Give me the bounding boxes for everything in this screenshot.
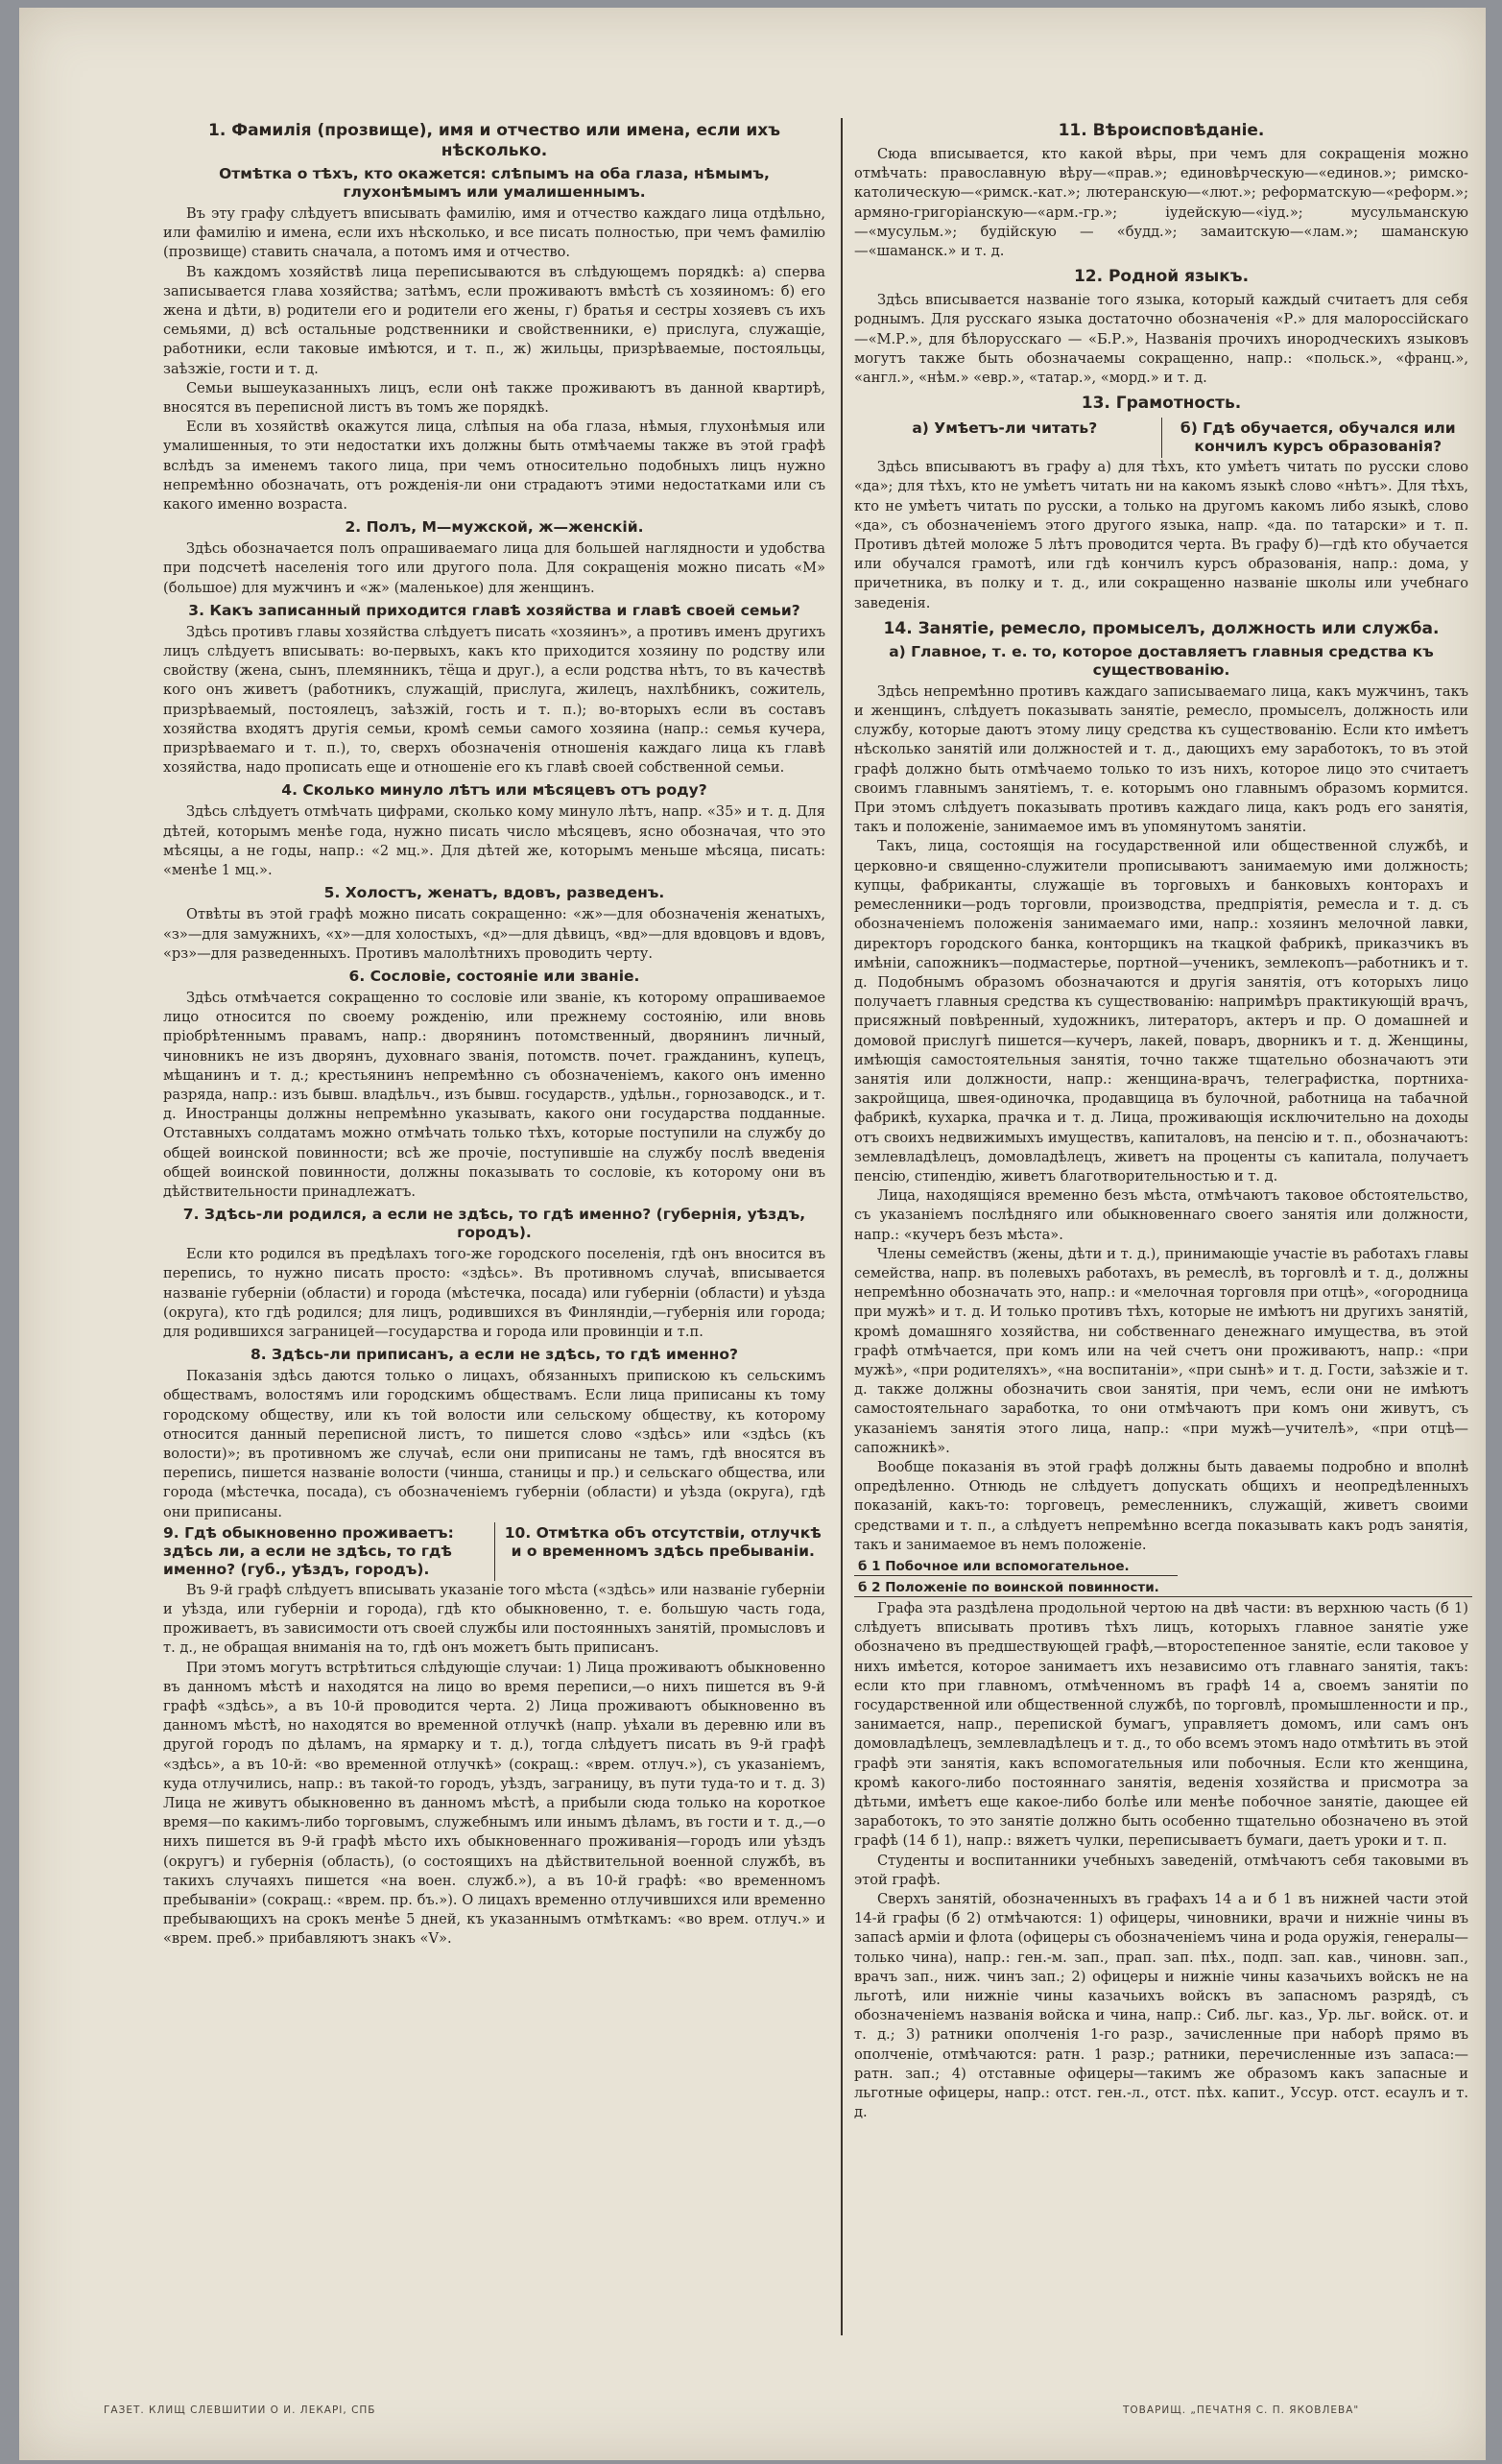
paragraph: Члены семействъ (жены, дѣти и т. д.), принимающіе участіе въ работахъ главы семейства, напр. въ полевыхъ работахъ, въ ремеслѣ, въ торговлѣ и т. д., должны непремѣнно обозначать это, напр.: и «мелочная торговля при отцѣ», «огородница при мужѣ» и т. д. И только противъ тѣхъ, которые не имѣютъ ни другихъ занятій, кромѣ домашняго хозяйства, ни собственнаго денежнаго имущества, въ этой графѣ отмѣчается, при комъ или на чей счетъ они проживаютъ, напр.: «при мужѣ», «при родителяхъ», «на воспитаніи», «при сынѣ» и т. д. Гости, заѣзжіе и т. д. также должны обозначить свои занятія, при чемъ, если они не имѣютъ самостоятельнаго заработка, то они отмѣчаютъ при комъ они живутъ, съ указаніемъ занятія этого лица, напр.: «при мужѣ—учителѣ», «при отцѣ—сапожникѣ». <box>854 1245 1468 1456</box>
paragraph: Вообще показанія въ этой графѣ должны быть даваемы подробно и вполнѣ опредѣленно. Отнюдь не слѣдуетъ допускать общихъ и неопредѣленныхъ показаній, какъ-то: торговецъ, ремесленникъ, служащій, живетъ своими средствами и т. п., а слѣдуетъ непремѣнно всегда показывать какъ родъ занятія, такъ и занимаемое въ немъ положеніе. <box>854 1458 1468 1553</box>
paragraph: Здѣсь слѣдуетъ отмѣчать цифрами, сколько кому минуло лѣтъ, напр. «35» и т. д. Для дѣтей, которымъ менѣе года, нужно писать число мѣсяцевъ, ясно обозначая, что это мѣсяцы, а не годы, напр.: «2 мц.». Для дѣтей же, которымъ меньше мѣсяца, писать: «менѣе 1 мц.». <box>163 803 825 879</box>
printer-imprint-left: ГАЗЕТ. КЛИЩ СЛЕВШИТИИ О И. ЛЕКАРІ, СПБ <box>104 2404 376 2416</box>
paragraph: Студенты и воспитанники учебныхъ заведеній, отмѣчаютъ себя таковыми въ этой графѣ. <box>854 1852 1468 1888</box>
paragraph: Здѣсь обозначается полъ опрашиваемаго лица для большей наглядности и удобства при подсчетѣ населенія того или другого пола. Для сокращенія можно писать «М» (большое) для мужчинъ и «ж» (маленькое) для женщинъ. <box>163 540 825 596</box>
section-13-columns <box>854 418 1468 458</box>
paragraph: Если въ хозяйствѣ окажутся лица, слѣпыя на оба глаза, нѣмыя, глухонѣмыя или умалишенныя, то эти недостатки ихъ должны быть отмѣчаемы также въ этой графѣ вслѣдъ за именемъ такого лица, при чемъ относительно подобныхъ лицъ нужно непремѣнно обозначать, отъ рожденія-ли они страдаютъ этими недостатками или съ какого именно возраста. <box>163 419 825 514</box>
section-11-title: 11. Вѣроисповѣданіе. <box>1058 121 1265 140</box>
paragraph: При этомъ могутъ встрѣтиться слѣдующіе случаи: 1) Лица проживаютъ обыкновенно въ данномъ мѣстѣ и находятся на лицо во время переписи,—о нихъ пишется въ 9-й графѣ «здѣсь», а въ 10-й проводится черта. 2) Лица проживаютъ обыкновенно въ данномъ мѣстѣ, но находятся во временной отлучкѣ (напр. уѣхали въ деревню или въ другой городъ по дѣламъ, на ярмарку и т. д.), тогда слѣдуетъ писать въ 9-й графѣ «здѣсь», а въ 10-й: «во временной отлучкѣ» (сокращ.: «врем. отлуч.»), съ указаніемъ, куда отлучились, напр.: въ такой-то городъ, уѣздъ, заграницу, въ пути туда-то и т. д. 3) Лица не живутъ обыкновенно въ данномъ мѣстѣ, а прибыли сюда только на короткое время—по какимъ-либо торговымъ, служебнымъ или инымъ дѣламъ, въ гости и т. д.,—о нихъ пишется въ 9-й графѣ мѣсто ихъ обыкновеннаго проживанія—городъ или уѣздъ (округъ) и губернія (область), (о состоящихъ на дѣйствительной военной службѣ, въ такихъ случаяхъ пишется «на воен. служб.»), а въ 10-й графѣ: «во временномъ пребываніи» (сокращ.: «врем. пр. бъ.»). О лицахъ временно отлучившихся или временно пребывающихъ на срокъ менѣе 5 дней, къ указаннымъ отмѣткамъ: «во врем. отлуч.» и «врем. преб.» прибавляютъ знакъ «V». <box>163 1659 825 1948</box>
paragraph: Здѣсь противъ главы хозяйства слѣдуетъ писать «хозяинъ», а противъ именъ другихъ лицъ слѣдуетъ вписывать: во-первыхъ, какъ кто приходится хозяину по родству или свойству (жена, сынъ, племянникъ, тёща и друг.), а если родства нѣтъ, то въ качествѣ кого онъ живетъ (работникъ, служащій, прислуга, жилецъ, нахлѣбникъ, сожитель, призрѣваемый, постоялецъ, заѣзжій, гость и т. п.); во-вторыхъ если въ составъ хозяйства входятъ другія семьи, кромѣ семьи самого хозяина (напр.: семья кучера, призрѣваемаго и т. п.), то, сверхъ обозначенія отношенія каждаго лица къ главѣ хозяйства, надо прописать еще и отношеніе его къ главѣ своей собственной семьи. <box>163 623 825 777</box>
section-6-title: 6. Сословіе, состояніе или званіе. <box>348 967 640 985</box>
section-1-title: 1. Фамилія (прозвище), имя и отчество или имена, если ихъ нѣсколько. <box>208 121 780 160</box>
section-13-title: 13. Грамотность. <box>1081 394 1242 414</box>
section-8-title: 8. Здѣсь-ли приписанъ, а если не здѣсь, то гдѣ именно? <box>250 1346 739 1364</box>
paragraph: Такъ, лица, состоящія на государственной или общественной службѣ, и церковно-и священно-служители прописываютъ занимаемую ими должность; купцы, фабриканты, служащіе въ торговыхъ и банковыхъ конторахъ и ремесленники—родъ торговли, производства, предпріятія, ремесла и т. д. съ обозначеніемъ положенія занимаемаго ими, напр.: хозяинъ мелочной лавки, директоръ городского банка, конторщикъ на ткацкой фабрикѣ, приказчикъ въ имѣніи, сапожникъ—подмастерье, портной—ученикъ, землекопъ—работникъ и т. д. Подобнымъ образомъ обозначаются и другія занятія, отъ которыхъ лицо получаетъ главныя средства къ существованію: напримѣръ практикующій врачъ, присяжный повѣренный, художникъ, литераторъ, актеръ и пр. О домашней и домовой прислугѣ пишется—кучеръ, лакей, поваръ, дворникъ и т. д. Женщины, имѣющія самостоятельныя занятія, точно также тщательно обозначаютъ эти занятія или должности, напр.: женщина-врачъ, телеграфистка, портниха-закройщица, швея-одиночка, продавщица въ булочной, работница на табачной фабрикѣ, кухарка, прачка и т. д. Лица, проживающія исключительно на доходы отъ своихъ недвижимыхъ имуществъ, капиталовъ, на пенсію и т. п., обозначаютъ: землевладѣлецъ, домовладѣлецъ, живетъ на проценты съ капитала, получаетъ пенсію, стипендію, живетъ благотворительностью и т. д. <box>854 838 1468 1184</box>
section-4-title: 4. Сколько минуло лѣтъ или мѣсяцевъ отъ роду? <box>281 781 707 800</box>
section-2-title: 2. Полъ, М—мужской, ж—женскій. <box>345 518 644 537</box>
section-13b-title: б) Гдѣ обучается, обучался или кончилъ курсъ образованія? <box>1180 419 1456 456</box>
paragraph: Сюда вписывается, кто какой вѣры, при чемъ для сокращенія можно отмѣчать: православную вѣру—«прав.»; единовѣрческую—«единов.»; римско-католическую—«римск.-кат.»; лютеранскую—«лют.»; реформатскую—«реформ.»; армяно-григоріанскую—«арм.-гр.»; іудейскую—«іуд.»; мусульманскую—«мусульм.»; будійскую — «будд.»; замаитскую—«лам.»; шаманскую—«шаманск.» и т. д. <box>854 146 1468 260</box>
paragraph: Въ каждомъ хозяйствѣ лица переписываются въ слѣдующемъ порядкѣ: а) сперва записывается глава хозяйства; затѣмъ, если проживаютъ вмѣстѣ съ хозяиномъ: б) его жена и дѣти, в) родители его и родители его жены, г) братья и сестры хозяевъ съ ихъ семьями, д) всѣ остальные родственники и свойственники, е) прислуга, служащіе, работники, если таковые имѣются, и т. п., ж) жильцы, призрѣваемые, постояльцы, заѣзжіе, гости и т. д. <box>163 263 825 377</box>
paragraph: Въ эту графу слѣдуетъ вписывать фамилію, имя и отчество каждаго лица отдѣльно, или фамилію и имена, если ихъ нѣсколько, и все писать полностью, при чемъ фамилію (прозвище) ставить сначала, а потомъ имя и отчество. <box>163 205 825 261</box>
section-9-title: 9. Гдѣ обыкновенно проживаетъ: здѣсь ли, а если не здѣсь, то гдѣ именно? (губ., уѣздъ, городъ). <box>163 1523 454 1578</box>
paragraph: Здѣсь непремѣнно противъ каждаго записываемаго лица, какъ мужчинъ, такъ и женщинъ, слѣдуетъ показывать занятіе, ремесло, промыселъ, должность или службу, которые даютъ этому лицу средства къ существованію. Если кто имѣетъ нѣсколько занятій или должностей и т. д., дающихъ ему заработокъ, то въ этой графѣ должно быть отмѣчаемо только то изъ нихъ, которое лицо это считаетъ своимъ главнымъ занятіемъ, т. е. которымъ оно главнымъ образомъ кормится. При этомъ слѣдуетъ показывать противъ каждаго лица, какъ родъ его занятія, такъ и положеніе, занимаемое имъ въ упомянутомъ занятіи. <box>854 682 1468 836</box>
printer-imprint-right: ТОВАРИЩ. „ПЕЧАТНЯ С. П. ЯКОВЛЕВА" <box>1123 2404 1360 2416</box>
right-column <box>854 115 1468 2122</box>
section-14-title: 14. Занятіе, ремесло, промыселъ, должность или служба. <box>883 618 1440 638</box>
paragraph: Если кто родился въ предѣлахъ того-же городского поселенія, гдѣ онъ вносится въ перепись, то нужно писать просто: «здѣсь». Въ противномъ случаѣ, вписывается названіе губерніи (области) и города (мѣстечка, посада) или губерніи (области) и уѣзда (округа), кто гдѣ родился; для лицъ, родившихся въ Финляндіи,—губернія или города; для родившихся заграницей—государства и города или провинціи и т.п. <box>163 1246 825 1340</box>
section-14b2-title: б 2 Положеніе по воинской повинности. <box>854 1580 1472 1597</box>
section-14a-title: а) Главное, т. е. то, которое доставляетъ главныя средства къ существованію. <box>889 642 1434 679</box>
paragraph: Здѣсь вписываютъ въ графу а) для тѣхъ, кто умѣетъ читать по русски слово «да»; для тѣхъ, кто не умѣетъ читать ни на какомъ языкѣ слово «нѣтъ». Для тѣхъ, кто не умѣетъ читать по русски, а только на другомъ какомъ либо языкѣ, слово «да», съ обозначеніемъ этого другого языка, напр. «да. по татарски» и т. п. Противъ дѣтей моложе 5 лѣтъ проводится черта. Въ графу б)—гдѣ кто обучается или обучался грамотѣ, или гдѣ кончилъ курсъ образованія, напр.: дома, у причетника, въ полку и т. д., или сокращенно названіе школы или учебнаго заведенія. <box>854 459 1468 611</box>
section-14b1-title: б 1 Побочное или вспомогательное. <box>854 1559 1178 1576</box>
section-5-title: 5. Холостъ, женатъ, вдовъ, разведенъ. <box>323 884 665 902</box>
section-7-title: 7. Здѣсь-ли родился, а если не здѣсь, то гдѣ именно? (губернія, уѣздъ, городъ). <box>182 1206 806 1242</box>
paragraph: Здѣсь вписывается названіе того языка, который каждый считаетъ для себя роднымъ. Для русскаго языка достаточно обозначенія «Р.» для малороссійскаго—«М.Р.», для бѣлорусскаго — «Б.Р.», Названія прочихъ инородческихъ языковъ могутъ также быть обозначаемы сокращенно, напр.: «польск.», «франц.», «англ.», «нѣм.» «евр.», «татар.», «морд.» и т. д. <box>854 292 1468 387</box>
column-divider <box>841 118 843 2335</box>
left-column <box>163 115 825 1950</box>
paragraph: Лица, находящіяся временно безъ мѣста, отмѣчаютъ таковое обстоятельство, съ указаніемъ послѣдняго или обыкновеннаго своего занятія или должности, напр.: «кучеръ безъ мѣста». <box>854 1187 1468 1243</box>
census-instructions-sheet <box>19 8 1486 2460</box>
section-13a-cell <box>854 418 1162 458</box>
paragraph: Отвѣты въ этой графѣ можно писать сокращенно: «ж»—для обозначенія женатыхъ, «з»—для замужнихъ, «х»—для холостыхъ, «д»—для дѣвицъ, «вд»—для вдовцовъ и вдовъ, «рз»—для разведенныхъ. Противъ малолѣтнихъ проводить черту. <box>163 906 825 962</box>
paragraph: Здѣсь отмѣчается сокращенно то сословіе или званіе, къ которому опрашиваемое лицо относится по своему рожденію, или прежнему состоянію, или вновь пріобрѣтеннымъ правамъ, напр.: дворянинъ потомственный, дворянинъ личный, чиновникъ не изъ дворянъ, духовнаго званія, потомств. почет. гражданинъ, купецъ, мѣщанинъ и т. д.; крестьянинъ непремѣнно съ обозначеніемъ, какого онъ именно разряда, напр.: изъ бывш. владѣльч., изъ бывш. государств., удѣльн., горнозаводск., и т. д. Иностранцы должны непремѣнно указывать, какого они государства подданные. Отставныхъ солдатамъ можно отмѣчать только тѣхъ, которые поступили на службу до общей воинской повинности; всѣ же прочіе, поступившіе на службу послѣ введенія общей воинской повинности, должны показывать то сословіе, къ которому они въ дѣйствительности принадлежатъ. <box>163 989 825 1200</box>
section-13b-cell <box>1162 418 1469 458</box>
paragraph: Графа эта раздѣлена продольной чертою на двѣ части: въ верхнюю часть (б 1) слѣдуетъ вписывать противъ тѣхъ лицъ, которыхъ главное занятіе уже обозначено въ предшествующей графѣ,—второстепенное занятіе, если таковое у нихъ имѣется, которое занимаетъ ихъ независимо отъ главнаго занятія, такъ: если кто при главномъ, отмѣченномъ въ графѣ 14 а, своемъ занятіи по государственной или общественной службѣ, по торговлѣ, промышленности и пр., занимается, напр., перепиской бумагъ, управляетъ домомъ, или самъ онъ домовладѣлецъ, землевладѣлецъ и т. д., то обо всемъ этомъ надо отмѣтить въ этой графѣ эти занятія, какъ вспомогательныя или побочныя. Если кто женщина, кромѣ какого-либо постояннаго занятія, веденія хозяйства и присмотра за дѣтьми, имѣетъ еще какое-либо болѣе или менѣе побочное занятіе, дающее ей заработокъ, то это занятіе должно быть особенно тщательно обозначено въ этой графѣ (14 б 1), напр.: вяжетъ чулки, переписываетъ бумаги, даетъ уроки и т. п. <box>854 1600 1468 1850</box>
section-1-subtitle: Отмѣтка о тѣхъ, кто окажется: слѣпымъ на оба глаза, нѣмымъ, глухонѣмымъ или умалишеннымъ. <box>219 165 770 201</box>
section-13a-title: а) Умѣетъ-ли читать? <box>912 419 1098 438</box>
paragraph: Въ 9-й графѣ слѣдуетъ вписывать указаніе того мѣста («здѣсь» или названіе губерніи и уѣзда, или губерніи и города), гдѣ кто обыкновенно, т. е. большую часть года, проживаетъ, въ зависимости отъ своей службы или постоянныхъ занятій, промысловъ и т. д., не обращая вниманія на то, гдѣ онъ можетъ быть приписанъ. <box>163 1581 825 1657</box>
section-10-cell <box>495 1522 826 1581</box>
sections-9-10-header <box>163 1522 825 1581</box>
section-12-title: 12. Родной языкъ. <box>1073 267 1250 287</box>
paragraph: Сверхъ занятій, обозначенныхъ въ графахъ 14 а и б 1 въ нижней части этой 14-й графы (б 2) отмѣчаются: 1) офицеры, чиновники, врачи и нижніе чины въ запасѣ арміи и флота (офицеры съ обозначеніемъ чина и рода оружія, генералы—только чина), напр.: ген.-м. зап., прап. зап. пѣх., подп. зап. кав., чиновн. зап., врачъ зап., ниж. чинъ зап.; 2) офицеры и нижніе чины казачьихъ войскъ не на льготѣ, или нижніе чины казачьихъ войскъ въ запасномъ разрядѣ, съ обозначеніемъ названія войска и чина, напр.: Сиб. льг. каз., Ур. льг. войск. от. и т. д.; 3) ратники ополченія 1-го разр., зачисленные при наборѣ прямо въ ополченіе, отмѣчаются: ратн. 1 разр.; ратники, перечисленные изъ запаса:—ратн. зап.; 4) отставные офицеры—такимъ же образомъ какъ запасные и льготные офицеры, напр.: отст. ген.-л., отст. пѣх. капит., Уссур. отст. есаулъ и т. д. <box>854 1891 1468 2121</box>
section-3-title: 3. Какъ записанный приходится главѣ хозяйства и главѣ своей семьи? <box>188 601 800 619</box>
paragraph: Семьи вышеуказанныхъ лицъ, если онѣ также проживаютъ въ данной квартирѣ, вносятся въ переписной листъ въ томъ же порядкѣ. <box>163 379 825 417</box>
section-9-cell <box>163 1522 495 1581</box>
section-10-title: 10. Отмѣтка объ отсутствіи, отлучкѣ и о временномъ здѣсь пребываніи. <box>504 1523 822 1560</box>
paragraph: Показанія здѣсь даются только о лицахъ, обязанныхъ припискою къ сельскимъ обществамъ, волостямъ или городскимъ обществамъ. Если лица приписаны къ тому городскому обществу, или къ той волости или сельскому обществу, къ которому относится данный переписной листъ, то пишется слово «здѣсь» или «здѣсь (къ волости)»; въ противномъ же случаѣ, если они приписаны не тамъ, гдѣ вносятся въ перепись, пишется названіе волости (чинша, станицы и пр.) и сельскаго общества, или города (мѣстечка, посада), съ обозначеніемъ губерніи (области) и уѣзда (округа), гдѣ они приписаны. <box>163 1368 825 1520</box>
